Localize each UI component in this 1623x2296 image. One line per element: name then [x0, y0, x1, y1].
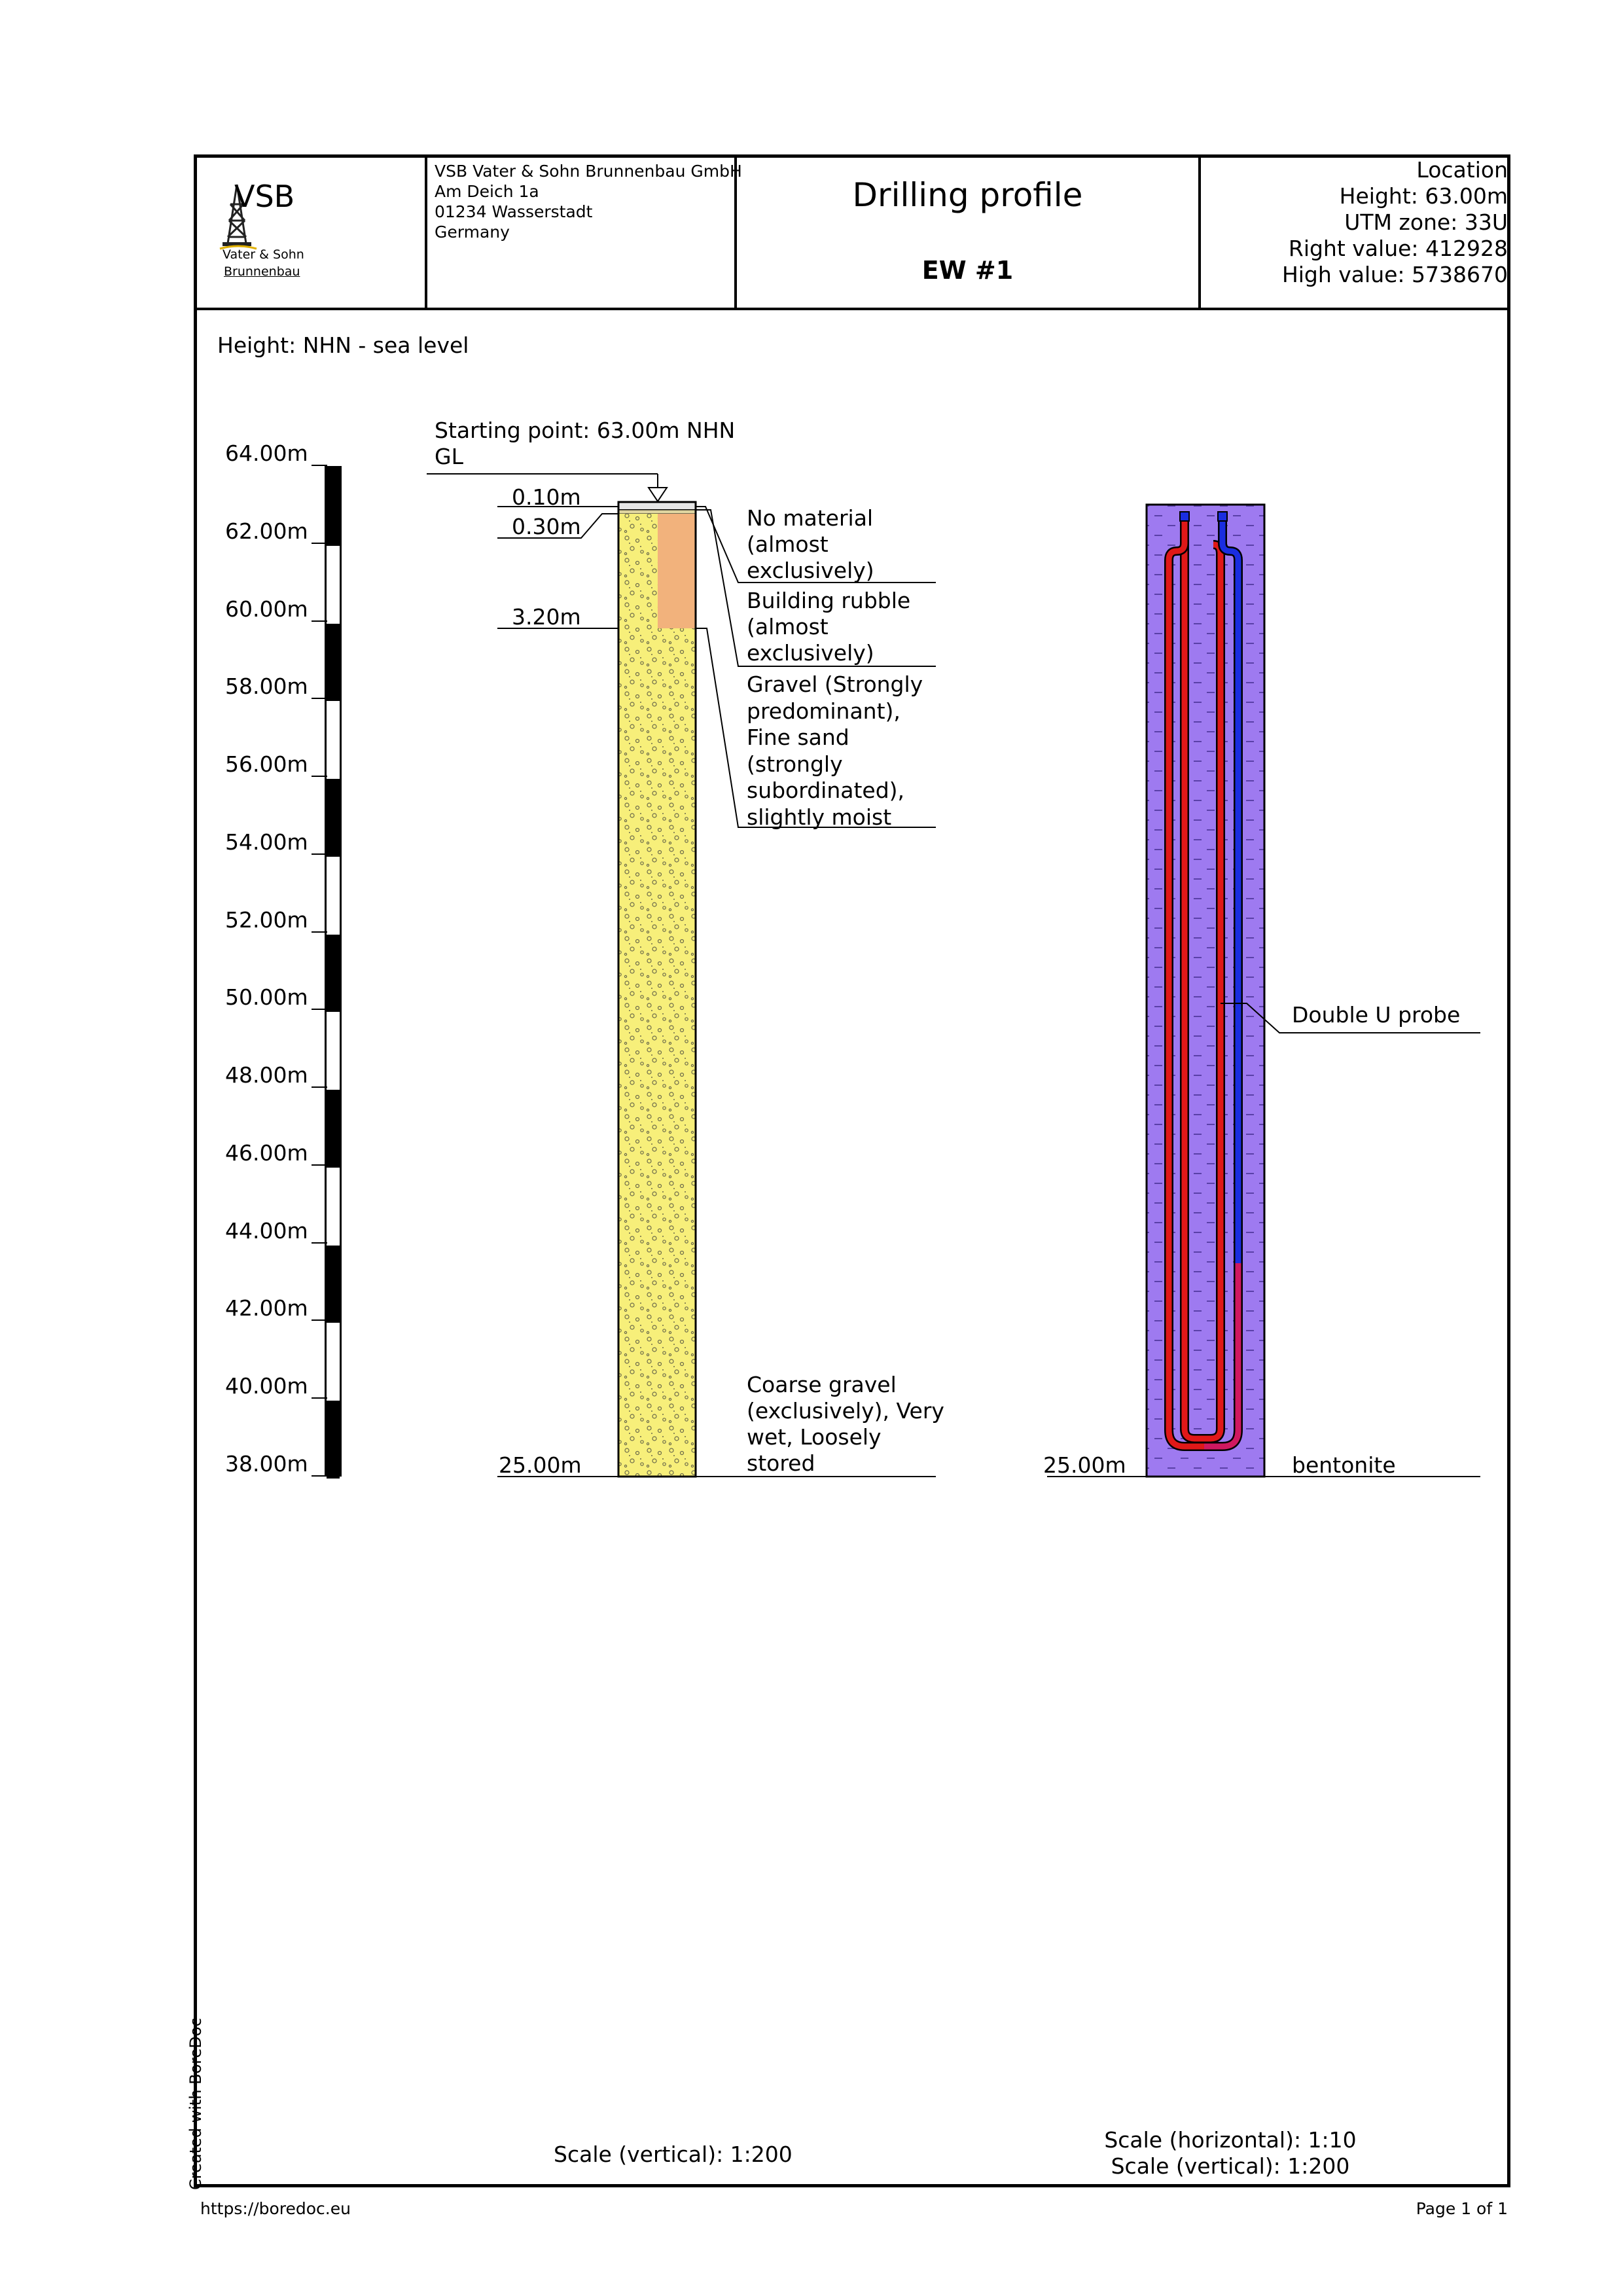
logo-line-1: Vater & Sohn — [223, 247, 304, 262]
layer-2-desc-line: Building rubble — [747, 588, 911, 613]
ruler-depth-label: 58.00m — [225, 673, 308, 700]
ruler-depth-label: 44.00m — [225, 1217, 308, 1244]
ruler-depth-label: 54.00m — [225, 829, 308, 855]
layer-1-desc-line: exclusively) — [747, 558, 874, 583]
location-heading: Location — [1416, 157, 1508, 183]
backfill-material-label: bentonite — [1292, 1452, 1396, 1478]
layer-2-desc-line: (almost — [747, 614, 829, 639]
layer-3-desc-line: slightly moist — [747, 804, 892, 830]
layer-4-desc-line: Coarse gravel — [747, 1372, 897, 1397]
starting-point-label — [435, 418, 735, 470]
installation-column — [1147, 505, 1264, 1477]
layer-3-desc-line: (strongly — [747, 751, 843, 777]
ruler-depth-label: 42.00m — [225, 1295, 308, 1321]
layer-1-desc-line: (almost — [747, 531, 829, 557]
layer-rubble-gravel-left — [618, 514, 658, 628]
location-right-value: Right value: 412928 — [1288, 236, 1508, 261]
well-id: EW #1 — [921, 256, 1014, 285]
layer-description-3 — [747, 672, 923, 831]
depth-label-layer-3: 3.20m — [512, 604, 581, 630]
document-title: Drilling profile — [852, 176, 1083, 214]
layer-1-desc-line: No material — [747, 505, 874, 531]
ruler-depth-label: 64.00m — [225, 440, 308, 466]
layer-4-desc-line: stored — [747, 1450, 815, 1476]
left-scale-label: Scale (vertical): 1:200 — [554, 2142, 793, 2167]
layer-3-desc-line: subordinated), — [747, 778, 905, 803]
right-scale-horizontal: Scale (horizontal): 1:10 — [1104, 2127, 1357, 2153]
starting-point-line-2: GL — [435, 444, 463, 469]
logo-line-2: Brunnenbau — [224, 264, 300, 279]
company-country: Germany — [435, 223, 510, 242]
ruler-depth-label: 50.00m — [225, 984, 308, 1011]
ruler-depth-label: 40.00m — [225, 1373, 308, 1399]
ruler-depth-label: 48.00m — [225, 1062, 308, 1088]
company-street: Am Deich 1a — [435, 182, 539, 201]
layer-building-rubble — [658, 514, 696, 628]
ruler-depth-label: 52.00m — [225, 906, 308, 933]
supply-pipe-cap — [1180, 512, 1189, 521]
footer-page-number: Page 1 of 1 — [1416, 2199, 1508, 2218]
ruler-depth-label: 62.00m — [225, 518, 308, 544]
layer-description-1 — [747, 505, 874, 584]
ruler-depth-label: 46.00m — [225, 1139, 308, 1166]
location-high-value: High value: 5738670 — [1281, 262, 1508, 287]
ruler-depth-label: 38.00m — [225, 1451, 308, 1477]
backfill-depth-label: 25.00m — [1043, 1452, 1126, 1478]
layer-no-material — [618, 502, 696, 510]
layer-building-rubble-top — [618, 510, 696, 514]
starting-point-line-1: Starting point: 63.00m NHN — [435, 418, 736, 443]
layer-2-desc-line: exclusively) — [747, 640, 874, 666]
height-reference: Height: NHN - sea level — [217, 332, 469, 358]
ruler-depth-label: 56.00m — [225, 751, 308, 778]
depth-label-layer-2: 0.30m — [512, 514, 581, 539]
right-scale-vertical: Scale (vertical): 1:200 — [1111, 2153, 1350, 2179]
company-name: VSB Vater & Sohn Brunnenbau GmbH — [435, 162, 742, 181]
footer-url[interactable]: https://boredoc.eu — [200, 2199, 351, 2218]
layer-4-desc-line: wet, Loosely — [747, 1424, 882, 1450]
layer-3-desc-line: predominant), — [747, 698, 901, 724]
logo-mark: VSB — [234, 179, 295, 214]
layer-3-desc-line: Gravel (Strongly — [747, 672, 923, 697]
location-utm-zone: UTM zone: 33U — [1344, 209, 1508, 235]
probe-label: Double U probe — [1292, 1002, 1461, 1028]
borehole-column — [618, 502, 696, 1477]
layer-3-desc-line: Fine sand — [747, 725, 849, 750]
created-with-note: Created with BoreDoc — [187, 2018, 205, 2190]
ruler-depth-label: 60.00m — [225, 596, 308, 622]
depth-label-layer-4: 25.00m — [499, 1452, 582, 1478]
depth-label-layer-1: 0.10m — [512, 484, 581, 510]
return-pipe-cap — [1218, 512, 1227, 521]
location-height: Height: 63.00m — [1339, 183, 1508, 209]
layer-gravel — [618, 628, 696, 1477]
layer-4-desc-line: (exclusively), Very — [747, 1398, 944, 1424]
company-city: 01234 Wasserstadt — [435, 202, 593, 221]
layer-description-4 — [747, 1372, 944, 1477]
layer-description-2 — [747, 588, 910, 666]
